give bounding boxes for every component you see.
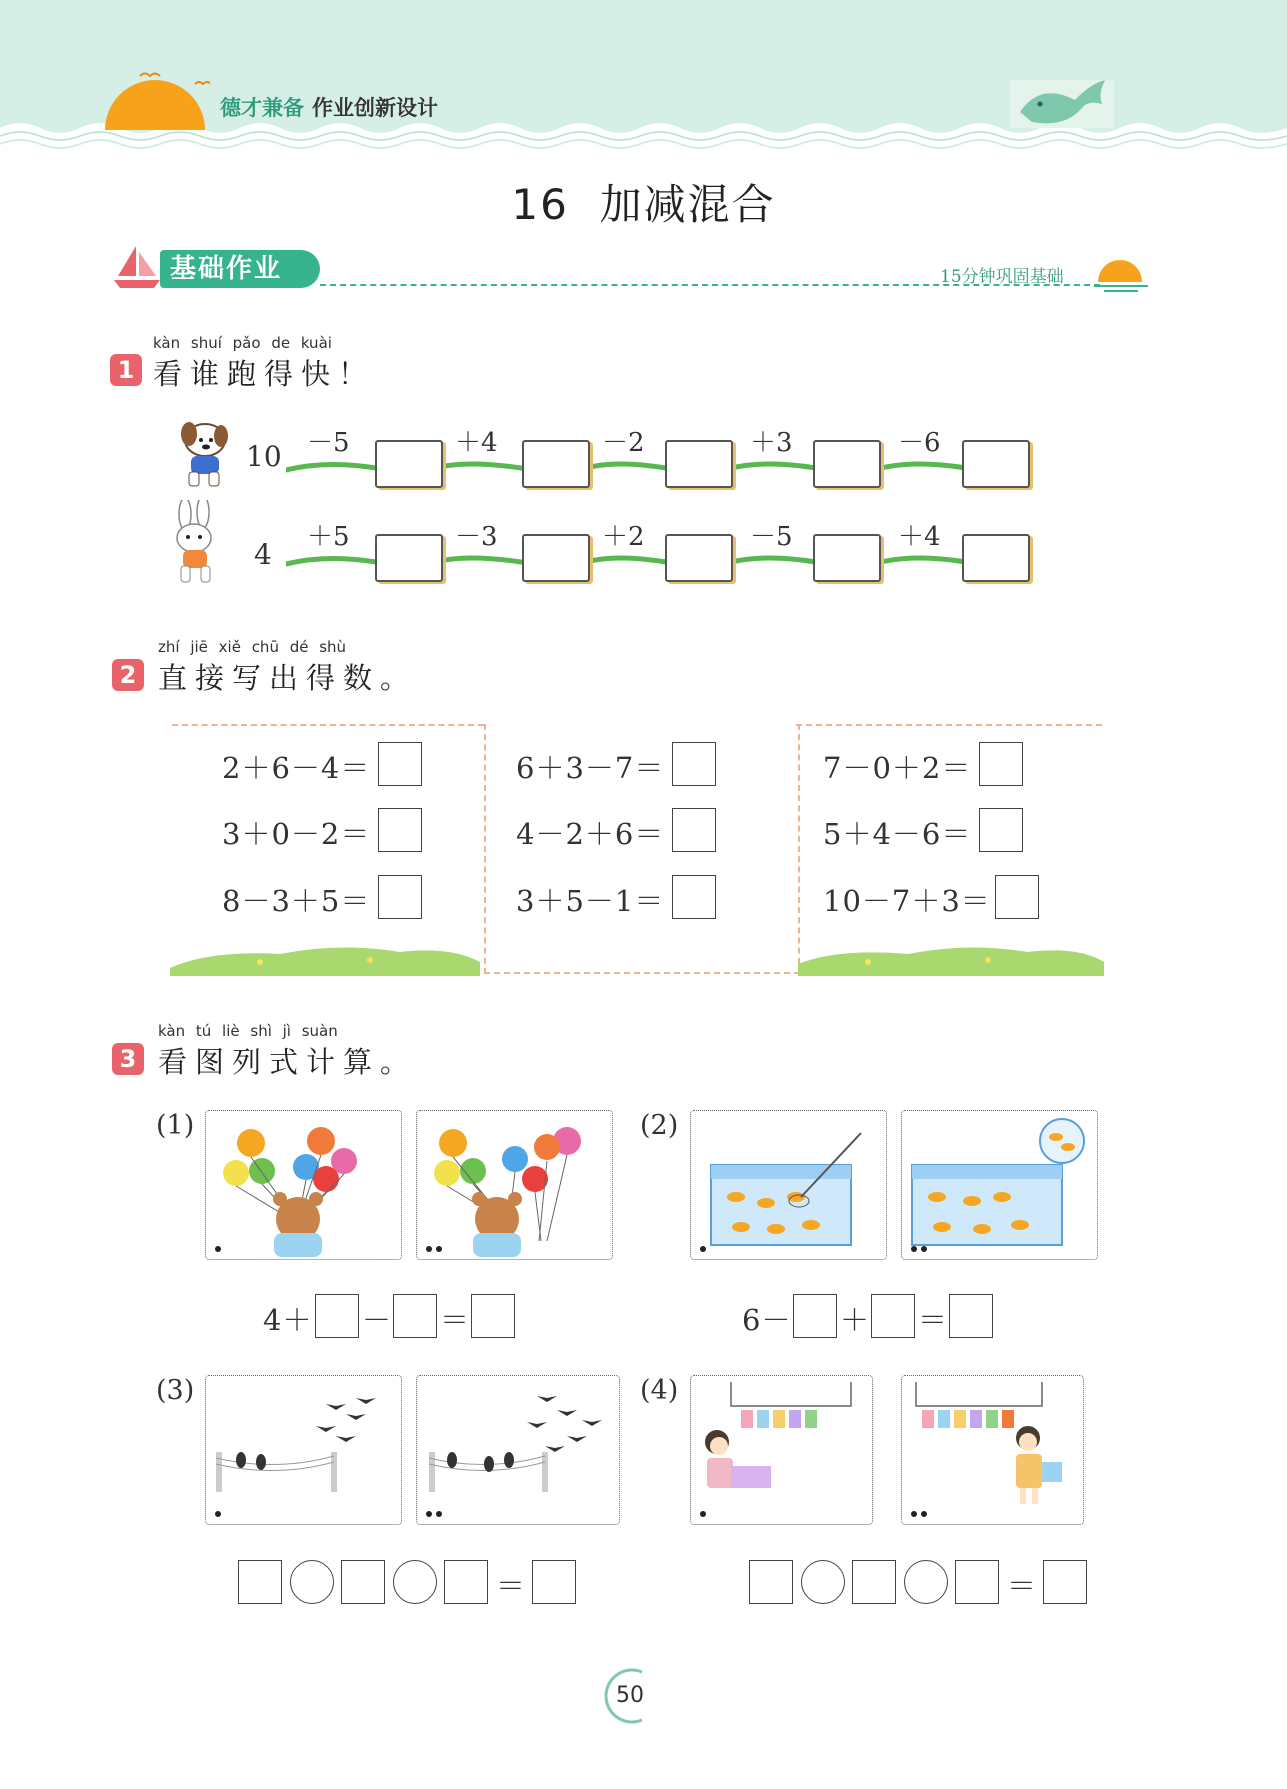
q2-frame-top-left — [172, 724, 484, 726]
birds-on-wire-icon — [206, 1376, 401, 1524]
q2-eq-3-1: 7－0＋2＝ — [823, 751, 972, 785]
q2-frame-top-right — [796, 724, 1102, 726]
q3-eq1-box-2[interactable] — [393, 1294, 437, 1338]
q3-eq2-part-b: ＋ — [840, 1303, 871, 1337]
section-banner: 基础作业 — [160, 250, 320, 288]
q1-row2-op-2: －3 — [455, 522, 498, 552]
q3-label-4: (4) — [640, 1375, 679, 1406]
q2-pinyin: zhí jiē xiě chū dé shù — [158, 638, 347, 656]
q2-ans-1-3[interactable] — [378, 875, 422, 919]
q3-eq3-box-4[interactable] — [532, 1560, 576, 1604]
q3-4-picture-1 — [690, 1375, 873, 1525]
q3-eq3-circle-1[interactable] — [290, 1560, 334, 1604]
q1-row1-op-2: ＋4 — [455, 428, 498, 458]
q1-row1-start: 10 — [246, 440, 282, 473]
q1-row1-answer-5[interactable] — [962, 440, 1030, 488]
q3-2-picture-2 — [901, 1110, 1098, 1260]
q3-eq1-box-3[interactable] — [471, 1294, 515, 1338]
q3-eq4-circle-1[interactable] — [801, 1560, 845, 1604]
q2-ans-2-3[interactable] — [672, 875, 716, 919]
grass-right-icon — [798, 932, 1104, 976]
fish-tank-icon — [691, 1111, 886, 1259]
q3-eq4-box-1[interactable] — [749, 1560, 793, 1604]
q3-3-picture-1 — [205, 1375, 402, 1525]
bear-balloons-icon — [206, 1111, 401, 1259]
q3-number: 3 — [112, 1043, 144, 1075]
q2-ans-2-1[interactable] — [672, 742, 716, 786]
page-title: 16 加减混合 — [511, 180, 776, 229]
q3-text: 看图列式计算。 — [158, 1045, 418, 1079]
q1-row2-op-1: ＋5 — [307, 522, 350, 552]
q3-eq1-part-c: ＝ — [440, 1303, 471, 1337]
q3-1-picture-2 — [416, 1110, 613, 1260]
q2-eq-1-2: 3＋0－2＝ — [222, 817, 371, 851]
q3-eq2-box-3[interactable] — [949, 1294, 993, 1338]
q1-number: 1 — [110, 354, 142, 386]
q1-row2-answer-5[interactable] — [962, 534, 1030, 582]
q3-eq3-box-3[interactable] — [444, 1560, 488, 1604]
q3-eq1-part-b: － — [362, 1303, 393, 1337]
q3-eq4-box-2[interactable] — [852, 1560, 896, 1604]
q3-eq4-equals: ＝ — [1007, 1569, 1038, 1603]
rabbit-icon — [163, 500, 233, 586]
q1-row1-op-3: －2 — [602, 428, 645, 458]
q3-4-picture-2 — [901, 1375, 1084, 1525]
q1-row1-answer-1[interactable] — [375, 440, 443, 488]
q3-2-picture-1 — [690, 1110, 887, 1260]
q1-row1-op-1: －5 — [307, 428, 350, 458]
q2-eq-2-2: 4－2＋6＝ — [516, 817, 665, 851]
q2-ans-3-1[interactable] — [979, 742, 1023, 786]
q1-pinyin: kàn shuí pǎo de kuài — [153, 334, 332, 352]
q2-ans-2-2[interactable] — [672, 808, 716, 852]
q3-eq4-circle-2[interactable] — [904, 1560, 948, 1604]
page-number: 50 — [616, 1683, 644, 1708]
q3-eq4-box-3[interactable] — [955, 1560, 999, 1604]
q1-row2-op-4: －5 — [750, 522, 793, 552]
grass-left-icon — [170, 932, 480, 976]
q1-row2-answer-3[interactable] — [665, 534, 733, 582]
q1-row1-op-4: ＋3 — [750, 428, 793, 458]
q2-eq-2-1: 6＋3－7＝ — [516, 751, 665, 785]
sunset-icon — [1092, 252, 1150, 296]
q3-eq1-part-a: 4＋ — [263, 1303, 313, 1337]
q1-text: 看谁跑得快！ — [153, 357, 376, 391]
fish-tank-icon — [902, 1111, 1097, 1259]
q2-ans-1-2[interactable] — [378, 808, 422, 852]
q2-eq-3-2: 5＋4－6＝ — [823, 817, 972, 851]
q3-label-3: (3) — [156, 1375, 195, 1406]
q2-number: 2 — [112, 659, 144, 691]
q1-row1-answer-4[interactable] — [813, 440, 881, 488]
sun-icon — [100, 62, 210, 132]
q2-ans-1-1[interactable] — [378, 742, 422, 786]
q3-eq1-box-1[interactable] — [315, 1294, 359, 1338]
q3-eq2-part-c: ＝ — [918, 1303, 949, 1337]
q3-eq3-circle-2[interactable] — [393, 1560, 437, 1604]
q2-text: 直接写出得数。 — [158, 661, 418, 695]
q1-row2-op-5: ＋4 — [898, 522, 941, 552]
q3-label-1: (1) — [156, 1110, 195, 1141]
q2-eq-3-3: 10－7＋3＝ — [823, 884, 991, 918]
girl-clothes-icon — [691, 1376, 872, 1524]
q1-row1-answer-3[interactable] — [665, 440, 733, 488]
q2-ans-3-2[interactable] — [979, 808, 1023, 852]
q3-eq2-part-a: 6－ — [742, 1303, 792, 1337]
q1-row2-start: 4 — [254, 538, 272, 571]
bear-balloons-icon — [417, 1111, 612, 1259]
q3-pinyin: kàn tú liè shì jì suàn — [158, 1022, 338, 1040]
q3-3-picture-2 — [416, 1375, 620, 1525]
section-note: 15分钟巩固基础 — [940, 267, 1064, 287]
q1-row2-answer-2[interactable] — [522, 534, 590, 582]
q3-eq3-box-2[interactable] — [341, 1560, 385, 1604]
brand-title: 德才兼备 作业创新设计 — [220, 96, 438, 120]
q2-eq-1-3: 8－3＋5＝ — [222, 884, 371, 918]
q3-eq3-box-1[interactable] — [238, 1560, 282, 1604]
q2-eq-2-3: 3＋5－1＝ — [516, 884, 665, 918]
q3-eq3-equals: ＝ — [496, 1569, 527, 1603]
dog-icon — [163, 418, 241, 490]
q1-row2-answer-4[interactable] — [813, 534, 881, 582]
q1-row1-answer-2[interactable] — [522, 440, 590, 488]
q1-row1-op-5: －6 — [898, 428, 941, 458]
whale-icon — [1010, 72, 1115, 132]
q2-eq-1-1: 2＋6－4＝ — [222, 751, 371, 785]
birds-on-wire-icon — [417, 1376, 619, 1524]
q3-eq2-box-2[interactable] — [871, 1294, 915, 1338]
sailboat-icon — [112, 242, 162, 290]
q1-row2-answer-1[interactable] — [375, 534, 443, 582]
q3-label-2: (2) — [640, 1110, 679, 1141]
girl-clothes-icon — [902, 1376, 1083, 1524]
q3-eq2-box-1[interactable] — [793, 1294, 837, 1338]
q3-eq4-box-4[interactable] — [1043, 1560, 1087, 1604]
q3-1-picture-1 — [205, 1110, 402, 1260]
q2-ans-3-3[interactable] — [995, 875, 1039, 919]
q1-row2-op-3: ＋2 — [602, 522, 645, 552]
